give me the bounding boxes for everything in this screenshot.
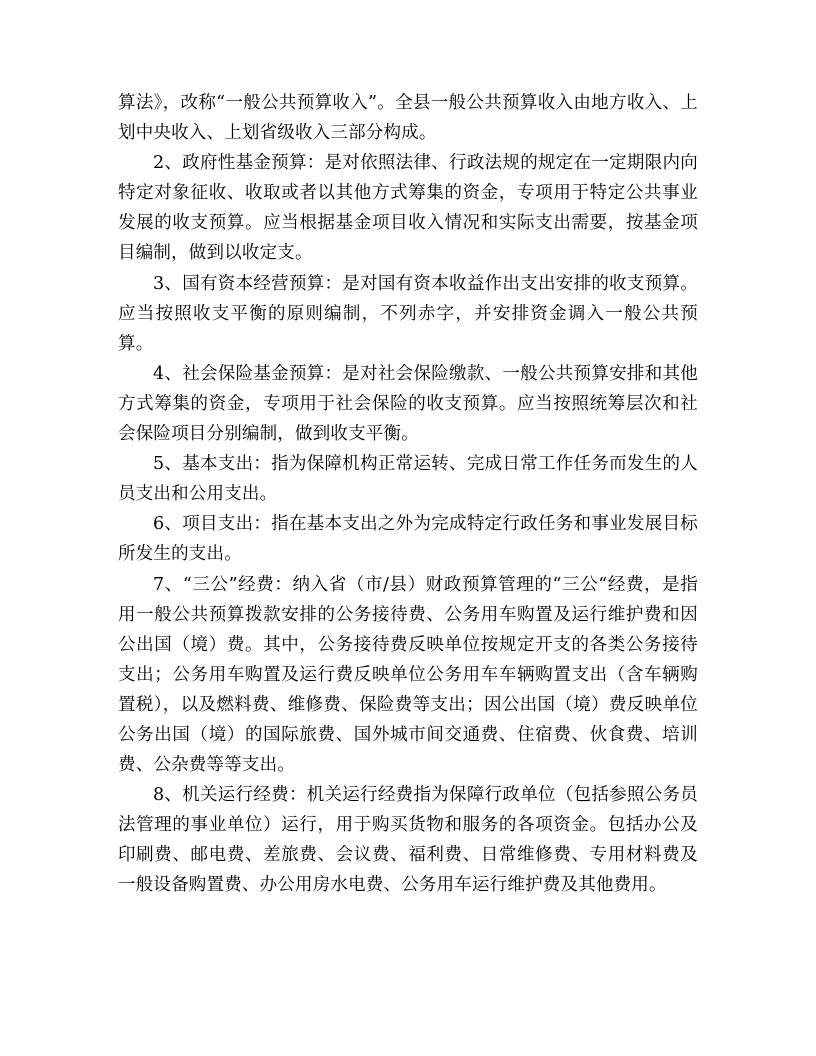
paragraph: 8、机关运行经费：机关运行经费指为保障行政单位（包括参照公务员法管理的事业单位）运行，用于购买货物和服务的各项资金。包括办公及印刷费、邮电费、差旅费、会议费、福利费、日常维修费、专用材料费及一般设备购置费、办公用房水电费、公务用车运行维护费及其他费用。 bbox=[118, 785, 698, 896]
document-body bbox=[118, 88, 698, 901]
paragraph: 4、社会保险基金预算：是对社会保险缴款、一般公共预算安排和其他方式筹集的资金，专项用于社会保险的收支预算。应当按照统筹层次和社会保险项目分别编制，做到收支平衡。 bbox=[118, 363, 698, 445]
paragraph: 3、国有资本经营预算：是对国有资本收益作出支出安排的收支预算。应当按照收支平衡的原则编制，不列赤字，并安排资金调入一般公共预算。 bbox=[118, 273, 698, 354]
paragraph: 2、政府性基金预算：是对依照法律、行政法规的规定在一定期限内向特定对象征收、收取或者以其他方式筹集的资金，专项用于特定公共事业发展的收支预算。应当根据基金项目收入情况和实际支出需要，按基金项目编制，做到以收定支。 bbox=[118, 153, 698, 264]
paragraph: 6、项目支出：指在基本支出之外为完成特定行政任务和事业发展目标所发生的支出。 bbox=[118, 514, 698, 565]
paragraph: 7、“三公”经费：纳入省（市/县）财政预算管理的“三公“经费，是指用一般公共预算拨款安排的公务接待费、公务用车购置及运行维护费和因公出国（境）费。其中，公务接待费反映单位按规定开支的各类公务接待支出；公务用车购置及运行费反映单位公务用车车辆购置支出（含车辆购置税），以及燃料费、维修费、保险费等支出；因公出国（境）费反映单位公务出国（境）的国际旅费、国外城市间交通费、住宿费、伙食费、培训费、公杂费等等支出。 bbox=[118, 574, 698, 776]
paragraph: 5、基本支出：指为保障机构正常运转、完成日常工作任务而发生的人员支出和公用支出。 bbox=[118, 454, 698, 505]
paragraph: 算法》，改称“一般公共预算收入”。全县一般公共预算收入由地方收入、上划中央收入、上划省级收入三部分构成。 bbox=[118, 93, 698, 144]
